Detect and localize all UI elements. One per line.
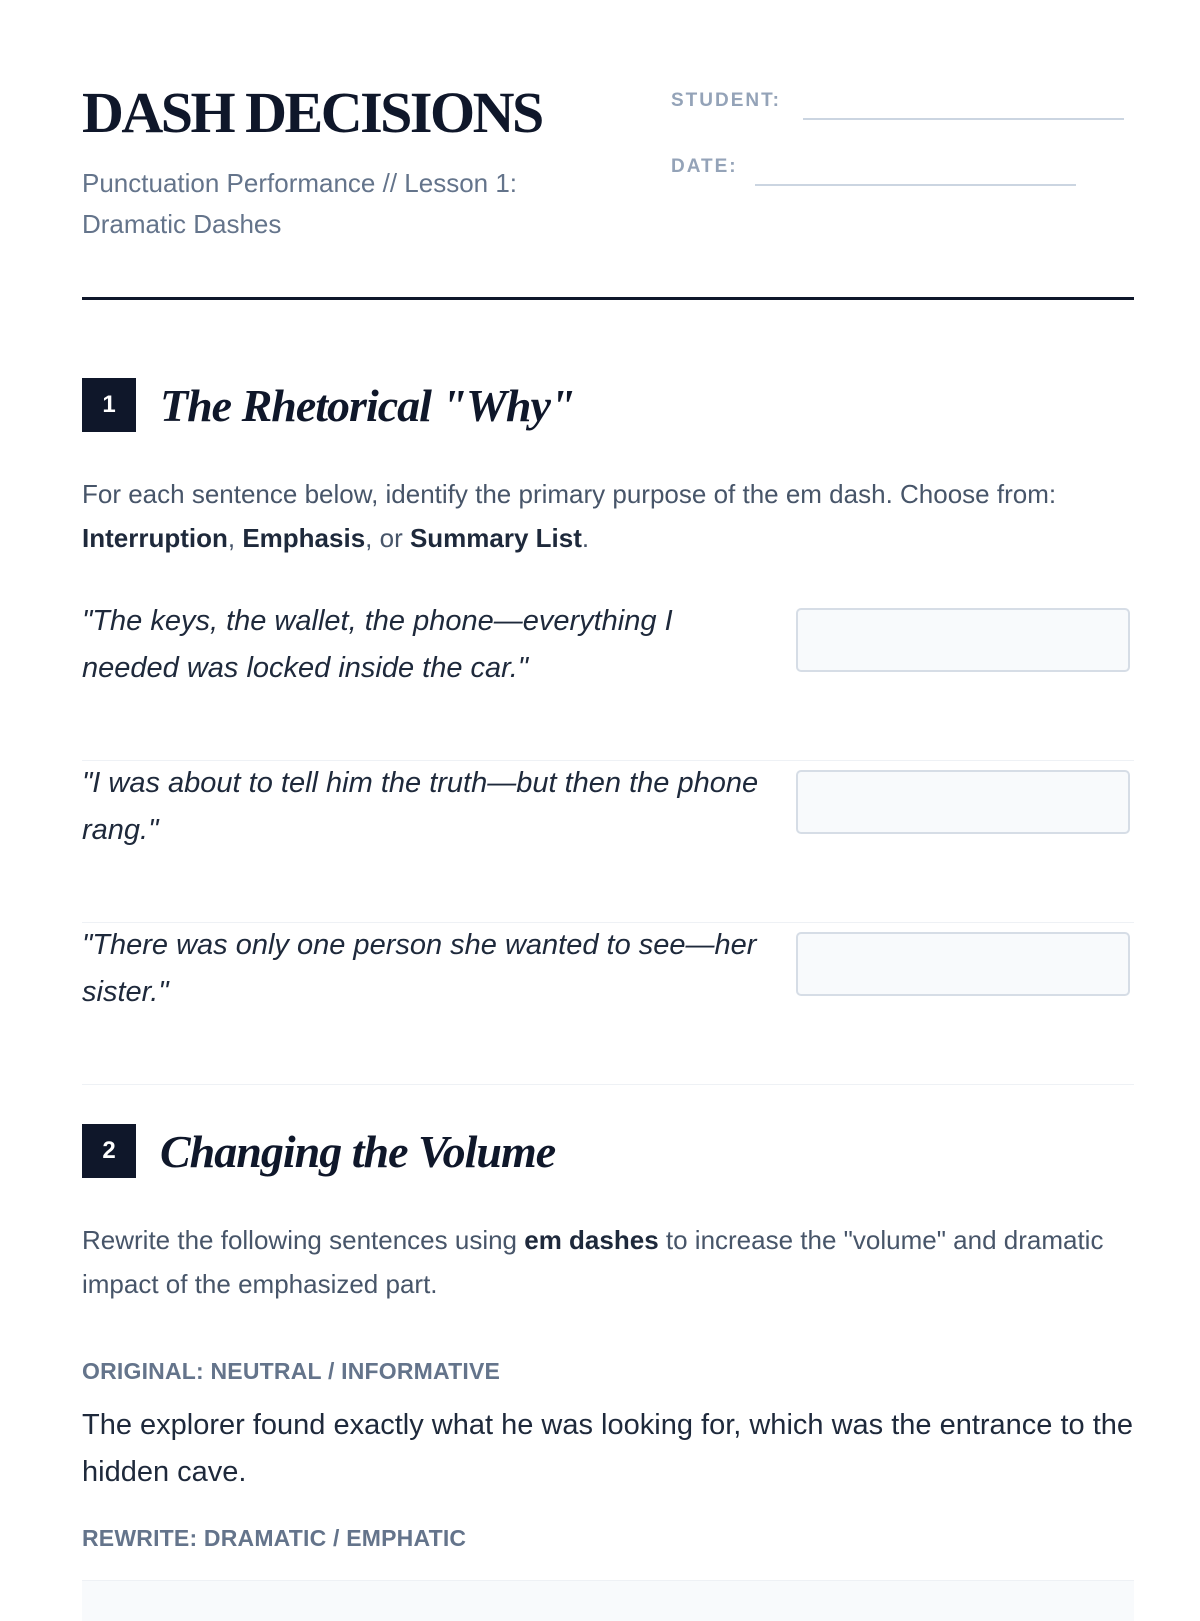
rewrite-label: REWRITE: DRAMATIC / EMPHATIC bbox=[82, 1525, 467, 1551]
option-summary-list: Summary List bbox=[409, 523, 582, 553]
instruction-text: to increase the "volume" and dramatic impact of the emphasized part. bbox=[82, 1225, 1104, 1299]
student-name-line[interactable] bbox=[803, 118, 1124, 120]
worksheet-title: DASH DECISIONS bbox=[82, 80, 542, 145]
instruction-text: For each sentence below, identify the primary purpose of the em dash. Choose from: bbox=[82, 479, 1057, 509]
section-2-number: 2 bbox=[82, 1124, 136, 1178]
original-sentence: The explorer found exactly what he was looking for, which was the entrance to the hidden cave. bbox=[82, 1409, 1134, 1488]
rewrite-input[interactable] bbox=[82, 1580, 1134, 1621]
sentence-row bbox=[82, 598, 1134, 761]
section-2-title: Changing the Volume bbox=[160, 1125, 556, 1177]
date-label: DATE: bbox=[671, 156, 738, 177]
date-line[interactable] bbox=[755, 184, 1076, 186]
sentence-row bbox=[82, 760, 1134, 923]
sentence-quote: "I was about to tell him the truth—but then the phone rang." bbox=[82, 767, 759, 846]
section-2-instructions bbox=[82, 1218, 1134, 1306]
worksheet-subtitle: Punctuation Performance // Lesson 1: Dramatic Dashes bbox=[82, 168, 518, 239]
sentence-quote: "The keys, the wallet, the phone—everything I needed was locked inside the car." bbox=[82, 605, 673, 684]
period: . bbox=[581, 523, 590, 553]
section-1-number: 1 bbox=[82, 378, 136, 432]
section-1-title: The Rhetorical "Why" bbox=[160, 379, 575, 431]
worksheet bbox=[82, 0, 1134, 1551]
separator: , or bbox=[365, 523, 410, 553]
student-label: STUDENT: bbox=[671, 90, 781, 111]
section-1-instructions bbox=[82, 472, 1134, 560]
option-emphasis: Emphasis bbox=[242, 523, 366, 553]
original-label: ORIGINAL: NEUTRAL / INFORMATIVE bbox=[82, 1358, 501, 1384]
header-divider bbox=[82, 297, 1134, 300]
sentence-row bbox=[82, 922, 1134, 1085]
answer-input[interactable] bbox=[796, 932, 1130, 996]
worksheet-header bbox=[82, 0, 1134, 300]
section-1-header bbox=[82, 378, 574, 432]
option-interruption: Interruption bbox=[82, 523, 228, 553]
em-dashes-emphasis: em dashes bbox=[524, 1225, 659, 1255]
answer-input[interactable] bbox=[796, 770, 1130, 834]
section-2-header bbox=[82, 1124, 555, 1178]
separator: , bbox=[227, 523, 243, 553]
answer-input[interactable] bbox=[796, 608, 1130, 672]
instruction-text: Rewrite the following sentences using bbox=[82, 1225, 525, 1255]
sentence-quote: "There was only one person she wanted to see—her sister." bbox=[82, 929, 757, 1008]
